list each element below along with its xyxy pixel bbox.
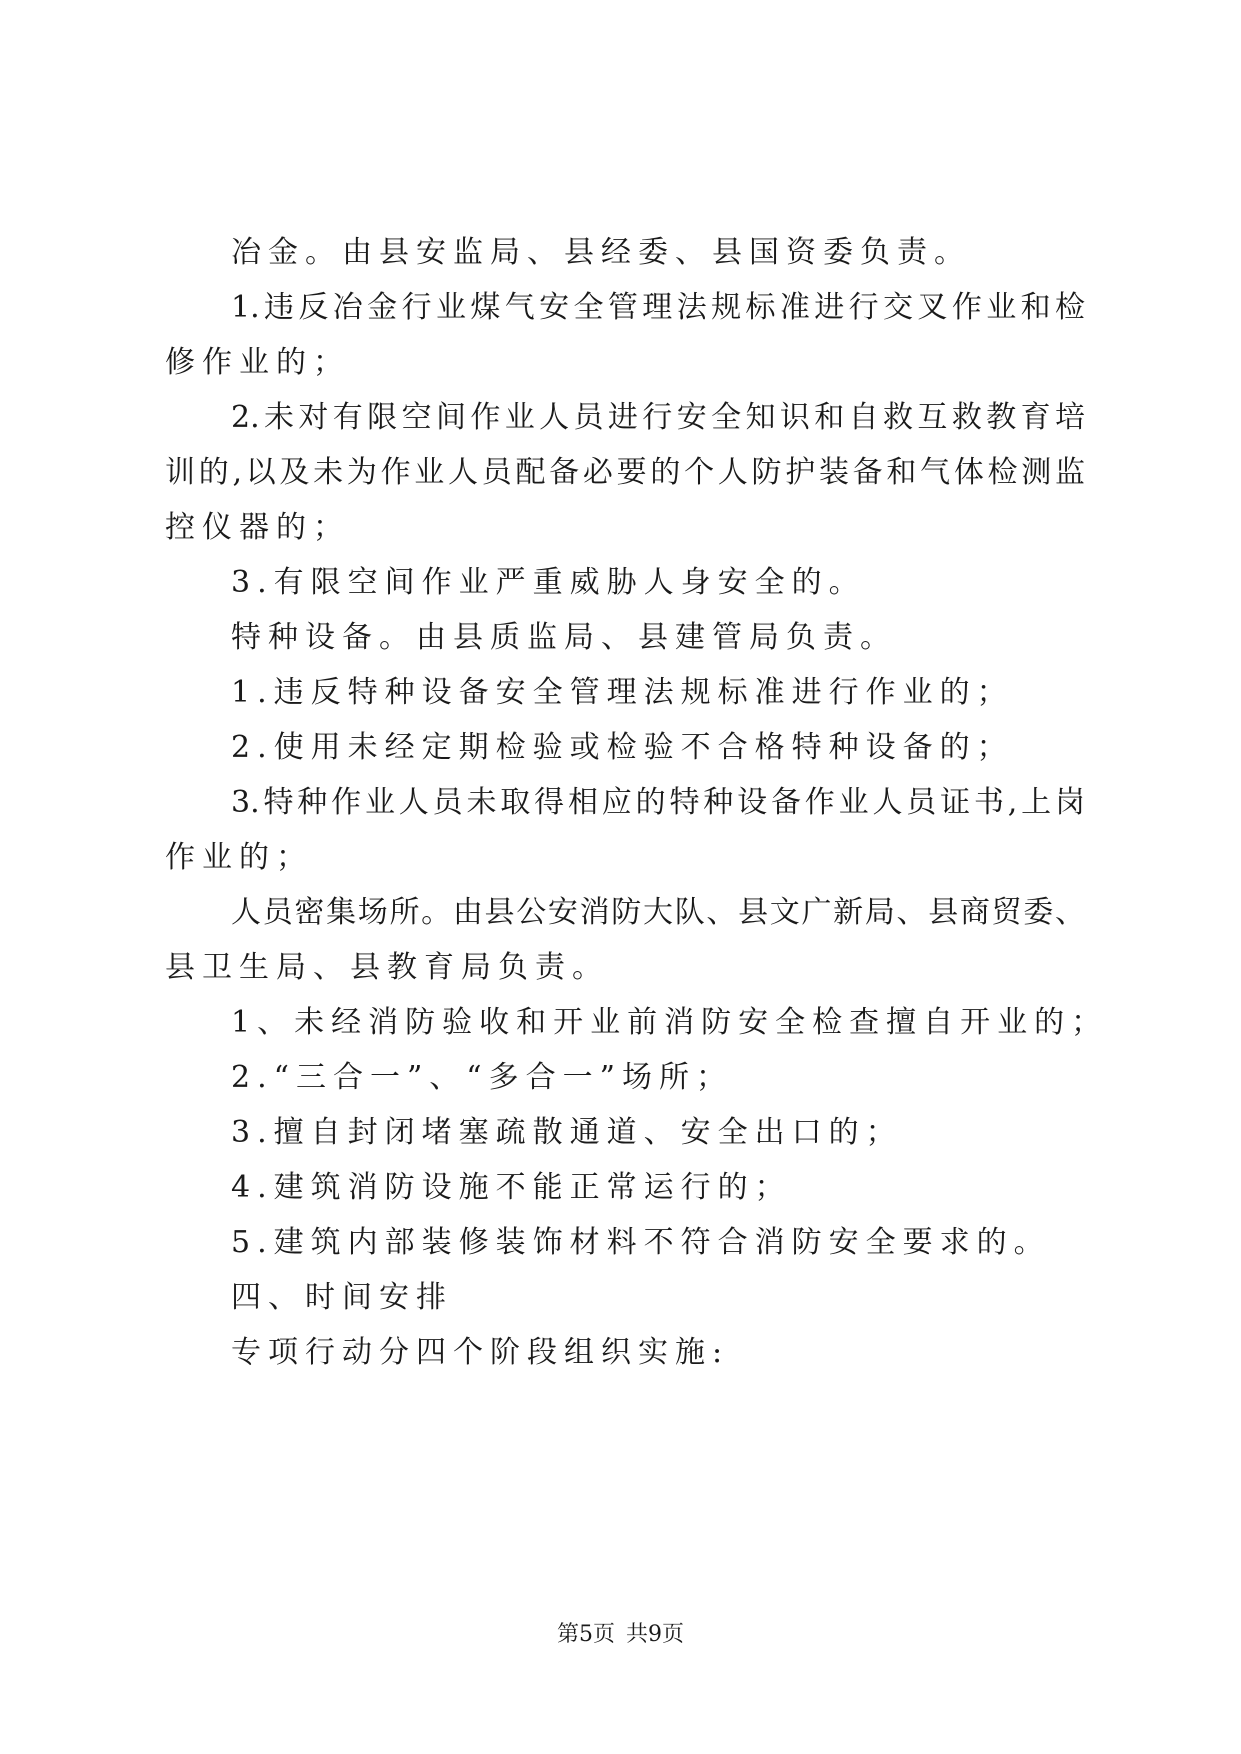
paragraph-line: 2.使用未经定期检验或检验不合格特种设备的； (231, 730, 1014, 765)
paragraph-line: 2.未对有限空间作业人员进行安全知识和自救互救教育培 (231, 400, 1085, 435)
section-heading: 特种设备。由县质监局、县建管局负责。 (231, 620, 897, 655)
paragraph-line: 2.“三合一”、“多合一”场所； (231, 1060, 733, 1095)
paragraph-line: 1.违反特种设备安全管理法规标准进行作业的； (231, 675, 1014, 710)
paragraph-line: 修作业的； (165, 345, 350, 380)
section-heading: 四、时间安排 (231, 1280, 453, 1315)
paragraph-line: 3.特种作业人员未取得相应的特种设备作业人员证书,上岗 (231, 785, 1085, 820)
paragraph-line: 5.建筑内部装修装饰材料不符合消防安全要求的。 (231, 1225, 1051, 1260)
section-heading: 人员密集场所。由县公安消防大队、县文广新局、县商贸委、 (231, 895, 1085, 930)
page-footer (0, 1620, 1241, 1650)
paragraph-line: 训的,以及未为作业人员配备必要的个人防护装备和气体检测监 (165, 455, 1085, 490)
paragraph-line: 县卫生局、县教育局负责。 (165, 950, 609, 985)
paragraph-line: 控仪器的； (165, 510, 350, 545)
paragraph-line: 4.建筑消防设施不能正常运行的； (231, 1170, 792, 1205)
paragraph-line: 作业的； (165, 840, 313, 875)
paragraph-line: 1.违反冶金行业煤气安全管理法规标准进行交叉作业和检 (231, 290, 1085, 325)
paragraph-line: 1、未经消防验收和开业前消防安全检查擅自开业的； (231, 1005, 1109, 1040)
page-total: 共9页 (626, 1622, 684, 1647)
paragraph-line: 3.有限空间作业严重威胁人身安全的。 (231, 565, 866, 600)
page-number: 第5页 (557, 1622, 615, 1647)
paragraph-line: 专项行动分四个阶段组织实施: (231, 1335, 730, 1370)
paragraph-line: 冶金。由县安监局、县经委、县国资委负责。 (231, 235, 971, 270)
paragraph-line: 3.擅自封闭堵塞疏散通道、安全出口的； (231, 1115, 903, 1150)
